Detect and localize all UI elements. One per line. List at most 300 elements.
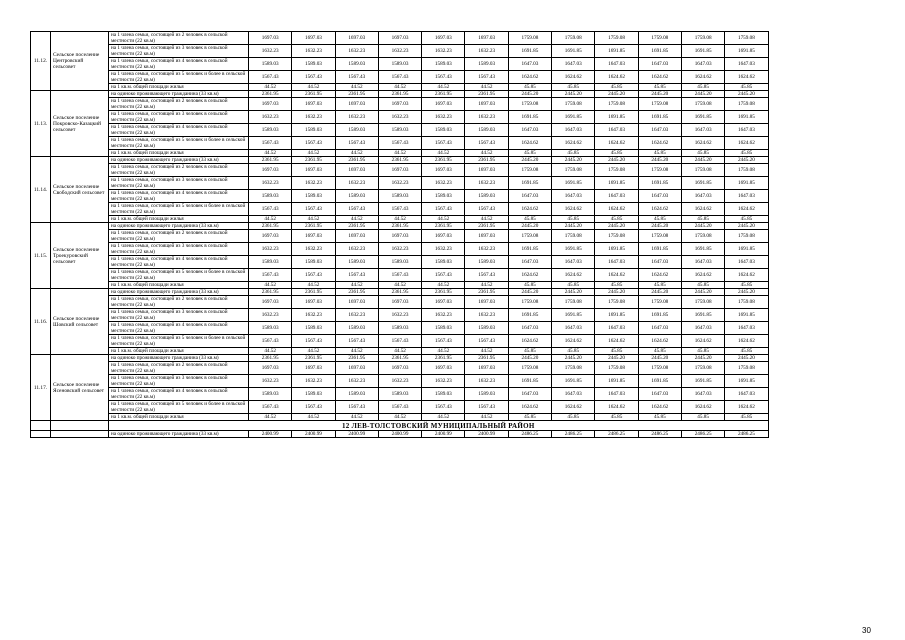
value-cell: 2361.95 <box>292 223 335 230</box>
table-row <box>31 431 769 438</box>
value-cell: 45.85 <box>595 414 638 421</box>
value-cell: 2361.95 <box>378 289 421 296</box>
row-description: на 1 члена семьи, состоящей из 3 человек в сельской местности (22 кв.м) <box>109 111 249 124</box>
value-cell: 1624.62 <box>638 269 681 282</box>
value-cell: 44.52 <box>378 216 421 223</box>
value-cell: 1759.08 <box>552 230 595 243</box>
value-cell: 1632.23 <box>378 111 421 124</box>
value-cell: 2445.20 <box>638 355 681 362</box>
table-row <box>31 375 769 388</box>
value-cell: 1589.03 <box>422 124 465 137</box>
value-cell: 44.52 <box>335 282 378 289</box>
value-cell: 1632.23 <box>249 375 292 388</box>
value-cell: 1567.43 <box>422 269 465 282</box>
value-cell: 1624.62 <box>681 137 724 150</box>
value-cell: 1624.62 <box>552 269 595 282</box>
value-cell: 1632.23 <box>292 309 335 322</box>
value-cell: 1697.03 <box>292 296 335 309</box>
value-cell: 1691.85 <box>638 111 681 124</box>
value-cell: 1647.03 <box>595 322 638 335</box>
value-cell: 2445.20 <box>681 289 724 296</box>
value-cell: 45.85 <box>725 348 768 355</box>
value-cell: 1691.85 <box>595 111 638 124</box>
value-cell: 1624.62 <box>595 401 638 414</box>
value-cell: 2445.20 <box>508 91 551 98</box>
value-cell: 1567.43 <box>422 401 465 414</box>
value-cell: 2361.95 <box>249 223 292 230</box>
value-cell: 1697.03 <box>292 362 335 375</box>
value-cell: 1647.03 <box>681 124 724 137</box>
value-cell: 2445.20 <box>552 223 595 230</box>
value-cell: 2400.99 <box>422 431 465 438</box>
value-cell: 1759.08 <box>595 32 638 45</box>
value-cell: 1632.23 <box>422 177 465 190</box>
value-cell: 1589.03 <box>249 124 292 137</box>
value-cell: 45.85 <box>552 414 595 421</box>
value-cell: 1647.03 <box>552 322 595 335</box>
value-cell: 1697.03 <box>249 230 292 243</box>
value-cell: 1567.43 <box>465 137 508 150</box>
value-cell: 1647.03 <box>638 124 681 137</box>
value-cell: 2445.20 <box>595 157 638 164</box>
value-cell: 45.85 <box>552 216 595 223</box>
value-cell: 45.85 <box>508 150 551 157</box>
blank-cell <box>31 421 51 431</box>
value-cell: 1697.03 <box>292 98 335 111</box>
value-cell: 1624.62 <box>681 401 724 414</box>
value-cell: 44.52 <box>335 84 378 91</box>
row-description: на одиноко проживающего гражданина (33 кв.м) <box>109 431 249 438</box>
settlement-code: 11.16. <box>31 289 51 355</box>
value-cell: 1589.03 <box>335 388 378 401</box>
value-cell: 1697.03 <box>422 230 465 243</box>
value-cell: 2361.95 <box>335 91 378 98</box>
value-cell: 1691.85 <box>595 243 638 256</box>
value-cell: 2445.20 <box>552 355 595 362</box>
value-cell: 1624.62 <box>508 203 551 216</box>
value-cell: 2361.95 <box>465 223 508 230</box>
row-description: на 1 кв.м. общей площади жилья <box>109 348 249 355</box>
value-cell: 1691.85 <box>552 309 595 322</box>
value-cell: 1589.03 <box>335 190 378 203</box>
value-cell: 45.85 <box>725 84 768 91</box>
value-cell: 2445.20 <box>725 223 768 230</box>
value-cell: 1624.62 <box>595 335 638 348</box>
value-cell: 1632.23 <box>335 177 378 190</box>
value-cell: 2361.95 <box>378 91 421 98</box>
value-cell: 45.85 <box>508 84 551 91</box>
value-cell: 1589.03 <box>292 322 335 335</box>
table-row <box>31 296 769 309</box>
value-cell: 1647.03 <box>638 256 681 269</box>
value-cell: 2361.95 <box>292 157 335 164</box>
value-cell: 1647.03 <box>595 190 638 203</box>
value-cell: 1589.03 <box>335 124 378 137</box>
value-cell: 1632.23 <box>422 309 465 322</box>
value-cell: 1759.08 <box>508 362 551 375</box>
value-cell: 1759.08 <box>552 164 595 177</box>
value-cell: 1624.62 <box>681 335 724 348</box>
value-cell: 45.85 <box>681 348 724 355</box>
value-cell: 1589.03 <box>378 190 421 203</box>
value-cell: 44.52 <box>335 216 378 223</box>
value-cell: 1691.85 <box>508 375 551 388</box>
value-cell: 44.52 <box>249 150 292 157</box>
table-row <box>31 322 769 335</box>
value-cell: 1589.03 <box>292 256 335 269</box>
value-cell: 1632.23 <box>465 45 508 58</box>
value-cell: 1697.03 <box>378 164 421 177</box>
value-cell: 1567.43 <box>378 269 421 282</box>
value-cell: 1624.62 <box>638 137 681 150</box>
value-cell: 2361.95 <box>465 157 508 164</box>
value-cell: 1697.03 <box>465 98 508 111</box>
value-cell: 2445.20 <box>552 157 595 164</box>
value-cell: 2486.25 <box>595 431 638 438</box>
value-cell: 1759.08 <box>508 296 551 309</box>
value-cell: 44.52 <box>422 282 465 289</box>
value-cell: 1759.08 <box>638 362 681 375</box>
value-cell: 1647.03 <box>638 58 681 71</box>
value-cell: 45.85 <box>681 150 724 157</box>
value-cell: 1647.03 <box>552 58 595 71</box>
table-row <box>31 348 769 355</box>
value-cell: 45.85 <box>638 282 681 289</box>
value-cell: 44.52 <box>422 216 465 223</box>
value-cell: 1624.62 <box>681 269 724 282</box>
value-cell: 1691.85 <box>552 177 595 190</box>
value-cell: 1624.62 <box>681 203 724 216</box>
value-cell: 2445.20 <box>681 355 724 362</box>
value-cell: 1589.03 <box>249 388 292 401</box>
value-cell: 1697.03 <box>335 164 378 177</box>
table-row <box>31 289 769 296</box>
value-cell: 1567.43 <box>292 401 335 414</box>
value-cell: 2361.95 <box>335 157 378 164</box>
value-cell: 1589.03 <box>378 322 421 335</box>
value-cell: 1567.43 <box>378 335 421 348</box>
value-cell: 1624.62 <box>552 401 595 414</box>
settlement-name: Сельское поселение Троекуровский сельсовет <box>51 223 109 289</box>
table-row <box>31 164 769 177</box>
value-cell: 2445.20 <box>638 223 681 230</box>
row-description: на 1 члена семьи, состоящей из 3 человек в сельской местности (22 кв.м) <box>109 375 249 388</box>
value-cell: 1697.03 <box>292 164 335 177</box>
value-cell: 1647.03 <box>681 58 724 71</box>
value-cell: 44.52 <box>422 84 465 91</box>
row-description: на 1 члена семьи, состоящей из 3 человек в сельской местности (22 кв.м) <box>109 45 249 58</box>
value-cell: 1697.03 <box>335 32 378 45</box>
table-row <box>31 45 769 58</box>
value-cell: 2361.95 <box>249 91 292 98</box>
value-cell: 1632.23 <box>292 243 335 256</box>
row-description: на 1 члена семьи, состоящей из 5 человек и более в сельской местности (22 кв.м) <box>109 71 249 84</box>
value-cell: 45.85 <box>725 414 768 421</box>
value-cell: 1691.85 <box>552 375 595 388</box>
value-cell: 1691.85 <box>595 309 638 322</box>
value-cell: 2445.20 <box>638 289 681 296</box>
value-cell: 1697.03 <box>465 230 508 243</box>
value-cell: 1567.43 <box>335 203 378 216</box>
value-cell: 1632.23 <box>292 177 335 190</box>
value-cell: 1697.03 <box>422 98 465 111</box>
settlement-name: Сельское поселение Ясеновский сельсовет <box>51 355 109 421</box>
table-row <box>31 230 769 243</box>
value-cell: 1589.03 <box>292 124 335 137</box>
value-cell: 44.52 <box>378 348 421 355</box>
value-cell: 1647.03 <box>638 322 681 335</box>
value-cell: 2361.95 <box>292 289 335 296</box>
table-row <box>31 256 769 269</box>
row-description: на 1 члена семьи, состоящей из 3 человек в сельской местности (22 кв.м) <box>109 243 249 256</box>
value-cell: 1624.62 <box>595 71 638 84</box>
table-row <box>31 223 769 230</box>
value-cell: 1691.85 <box>725 111 768 124</box>
value-cell: 1632.23 <box>335 243 378 256</box>
value-cell: 1589.03 <box>249 256 292 269</box>
value-cell: 1697.03 <box>335 230 378 243</box>
value-cell: 1589.03 <box>249 190 292 203</box>
value-cell: 1691.85 <box>725 45 768 58</box>
value-cell: 1567.43 <box>292 71 335 84</box>
value-cell: 1691.85 <box>595 375 638 388</box>
table-row <box>31 401 769 414</box>
value-cell: 1759.08 <box>638 230 681 243</box>
value-cell: 2400.99 <box>465 431 508 438</box>
value-cell: 2445.20 <box>508 289 551 296</box>
value-cell: 1589.03 <box>249 58 292 71</box>
table-row <box>31 243 769 256</box>
value-cell: 1759.08 <box>725 98 768 111</box>
value-cell: 1647.03 <box>508 124 551 137</box>
value-cell: 1589.03 <box>335 256 378 269</box>
value-cell: 45.85 <box>638 150 681 157</box>
value-cell: 2445.20 <box>638 157 681 164</box>
value-cell: 45.85 <box>508 216 551 223</box>
value-cell: 1567.43 <box>378 401 421 414</box>
value-cell: 2486.25 <box>508 431 551 438</box>
row-description: на 1 кв.м. общей площади жилья <box>109 414 249 421</box>
row-description: на 1 члена семьи, состоящей из 3 человек в сельской местности (22 кв.м) <box>109 177 249 190</box>
value-cell: 1647.03 <box>595 388 638 401</box>
row-description: на 1 члена семьи, состоящей из 5 человек и более в сельской местности (22 кв.м) <box>109 269 249 282</box>
value-cell: 2361.95 <box>465 289 508 296</box>
value-cell: 2445.20 <box>725 91 768 98</box>
value-cell: 1632.23 <box>249 45 292 58</box>
value-cell: 1632.23 <box>465 177 508 190</box>
value-cell: 1697.03 <box>378 98 421 111</box>
value-cell: 1697.03 <box>378 32 421 45</box>
value-cell: 1632.23 <box>249 177 292 190</box>
value-cell: 1632.23 <box>335 375 378 388</box>
value-cell: 1647.03 <box>681 388 724 401</box>
table-row <box>31 98 769 111</box>
value-cell: 1697.03 <box>249 362 292 375</box>
value-cell: 1647.03 <box>725 322 768 335</box>
value-cell: 45.85 <box>681 216 724 223</box>
value-cell: 1691.85 <box>508 111 551 124</box>
row-description: на 1 члена семьи, состоящей из 4 человек в сельской местности (22 кв.м) <box>109 124 249 137</box>
value-cell: 2486.25 <box>681 431 724 438</box>
value-cell: 1697.03 <box>292 230 335 243</box>
row-description: на 1 члена семьи, состоящей из 2 человек в сельской местности (22 кв.м) <box>109 296 249 309</box>
value-cell: 2445.20 <box>681 223 724 230</box>
value-cell: 1589.03 <box>292 58 335 71</box>
value-cell: 1624.62 <box>638 71 681 84</box>
value-cell: 2445.20 <box>725 289 768 296</box>
value-cell: 1632.23 <box>378 243 421 256</box>
value-cell: 2445.20 <box>508 157 551 164</box>
value-cell: 45.85 <box>638 348 681 355</box>
value-cell: 1567.43 <box>292 335 335 348</box>
value-cell: 1759.08 <box>552 296 595 309</box>
value-cell: 1759.08 <box>595 296 638 309</box>
value-cell: 1589.03 <box>249 322 292 335</box>
value-cell: 1624.62 <box>508 401 551 414</box>
value-cell: 45.85 <box>681 282 724 289</box>
value-cell: 1624.62 <box>638 401 681 414</box>
value-cell: 1647.03 <box>595 256 638 269</box>
value-cell: 44.52 <box>465 414 508 421</box>
row-description: на 1 члена семьи, состоящей из 4 человек в сельской местности (22 кв.м) <box>109 388 249 401</box>
value-cell: 44.52 <box>378 84 421 91</box>
table-row <box>31 269 769 282</box>
value-cell: 2361.95 <box>249 355 292 362</box>
settlement-code: 11.13. <box>31 91 51 157</box>
value-cell: 1697.03 <box>378 362 421 375</box>
value-cell: 1691.85 <box>725 375 768 388</box>
value-cell: 1624.62 <box>552 137 595 150</box>
value-cell: 1647.03 <box>508 322 551 335</box>
value-cell: 45.85 <box>552 150 595 157</box>
value-cell: 44.52 <box>465 282 508 289</box>
row-description: на 1 члена семьи, состоящей из 4 человек в сельской местности (22 кв.м) <box>109 322 249 335</box>
value-cell: 44.52 <box>378 150 421 157</box>
value-cell: 1589.03 <box>422 388 465 401</box>
value-cell: 44.52 <box>249 282 292 289</box>
value-cell: 1589.03 <box>422 256 465 269</box>
value-cell: 1759.08 <box>508 230 551 243</box>
value-cell: 45.85 <box>552 348 595 355</box>
value-cell: 2445.20 <box>681 91 724 98</box>
value-cell: 1589.03 <box>335 322 378 335</box>
value-cell: 1567.43 <box>422 137 465 150</box>
value-cell: 1632.23 <box>249 111 292 124</box>
row-description: на 1 члена семьи, состоящей из 2 человек в сельской местности (22 кв.м) <box>109 164 249 177</box>
value-cell: 2361.95 <box>378 223 421 230</box>
tariff-table <box>30 31 769 438</box>
value-cell: 1567.43 <box>465 401 508 414</box>
table-row <box>31 177 769 190</box>
value-cell: 1647.03 <box>725 124 768 137</box>
row-description: на 1 кв.м. общей площади жилья <box>109 150 249 157</box>
value-cell: 2361.95 <box>249 157 292 164</box>
value-cell: 44.52 <box>292 348 335 355</box>
table-row <box>31 335 769 348</box>
value-cell: 1647.03 <box>508 256 551 269</box>
value-cell: 1567.43 <box>465 203 508 216</box>
value-cell: 1632.23 <box>249 243 292 256</box>
value-cell: 1691.85 <box>725 177 768 190</box>
value-cell: 1697.03 <box>422 362 465 375</box>
value-cell: 1567.43 <box>465 71 508 84</box>
value-cell: 2486.25 <box>638 431 681 438</box>
value-cell: 44.52 <box>249 414 292 421</box>
value-cell: 1697.03 <box>422 296 465 309</box>
value-cell: 1589.03 <box>378 388 421 401</box>
value-cell: 1759.08 <box>681 296 724 309</box>
value-cell: 1691.85 <box>508 243 551 256</box>
value-cell: 2361.95 <box>465 91 508 98</box>
value-cell: 1691.85 <box>595 45 638 58</box>
value-cell: 1632.23 <box>249 309 292 322</box>
value-cell: 1624.62 <box>725 401 768 414</box>
value-cell: 1624.62 <box>595 137 638 150</box>
value-cell: 1632.23 <box>378 375 421 388</box>
table-row <box>31 71 769 84</box>
value-cell: 2361.95 <box>378 355 421 362</box>
table-row <box>31 190 769 203</box>
value-cell: 2361.95 <box>335 223 378 230</box>
value-cell: 1624.62 <box>508 269 551 282</box>
value-cell: 2400.99 <box>378 431 421 438</box>
value-cell: 1624.62 <box>595 203 638 216</box>
value-cell: 1691.85 <box>638 177 681 190</box>
value-cell: 1589.03 <box>378 256 421 269</box>
value-cell: 1759.08 <box>725 362 768 375</box>
value-cell: 1759.08 <box>595 362 638 375</box>
value-cell: 1697.03 <box>249 32 292 45</box>
value-cell: 1624.62 <box>725 71 768 84</box>
value-cell: 1624.62 <box>552 71 595 84</box>
value-cell: 1759.08 <box>725 296 768 309</box>
value-cell: 2445.20 <box>508 355 551 362</box>
value-cell: 2445.20 <box>595 91 638 98</box>
value-cell: 1632.23 <box>465 111 508 124</box>
value-cell: 1691.85 <box>681 309 724 322</box>
value-cell: 1567.43 <box>335 335 378 348</box>
region-header-row <box>31 421 769 431</box>
value-cell: 1589.03 <box>465 322 508 335</box>
value-cell: 1759.08 <box>595 98 638 111</box>
value-cell: 45.85 <box>595 282 638 289</box>
value-cell: 1632.23 <box>292 111 335 124</box>
value-cell: 45.85 <box>508 414 551 421</box>
value-cell: 45.85 <box>638 414 681 421</box>
value-cell: 45.85 <box>595 150 638 157</box>
value-cell: 1759.08 <box>508 98 551 111</box>
value-cell: 2361.95 <box>422 289 465 296</box>
value-cell: 1624.62 <box>725 203 768 216</box>
value-cell: 1624.62 <box>508 335 551 348</box>
value-cell: 1567.43 <box>292 137 335 150</box>
row-description: на 1 кв.м. общей площади жилья <box>109 216 249 223</box>
value-cell: 44.52 <box>335 414 378 421</box>
value-cell: 1567.43 <box>335 137 378 150</box>
value-cell: 2361.95 <box>335 355 378 362</box>
table-row <box>31 362 769 375</box>
value-cell: 1589.03 <box>422 322 465 335</box>
value-cell: 1691.85 <box>638 375 681 388</box>
value-cell: 1691.85 <box>725 309 768 322</box>
value-cell: 1697.03 <box>249 296 292 309</box>
value-cell: 1632.23 <box>422 243 465 256</box>
value-cell: 44.52 <box>249 216 292 223</box>
value-cell: 1691.85 <box>638 309 681 322</box>
value-cell: 1691.85 <box>552 45 595 58</box>
value-cell: 2361.95 <box>335 289 378 296</box>
table-row <box>31 203 769 216</box>
